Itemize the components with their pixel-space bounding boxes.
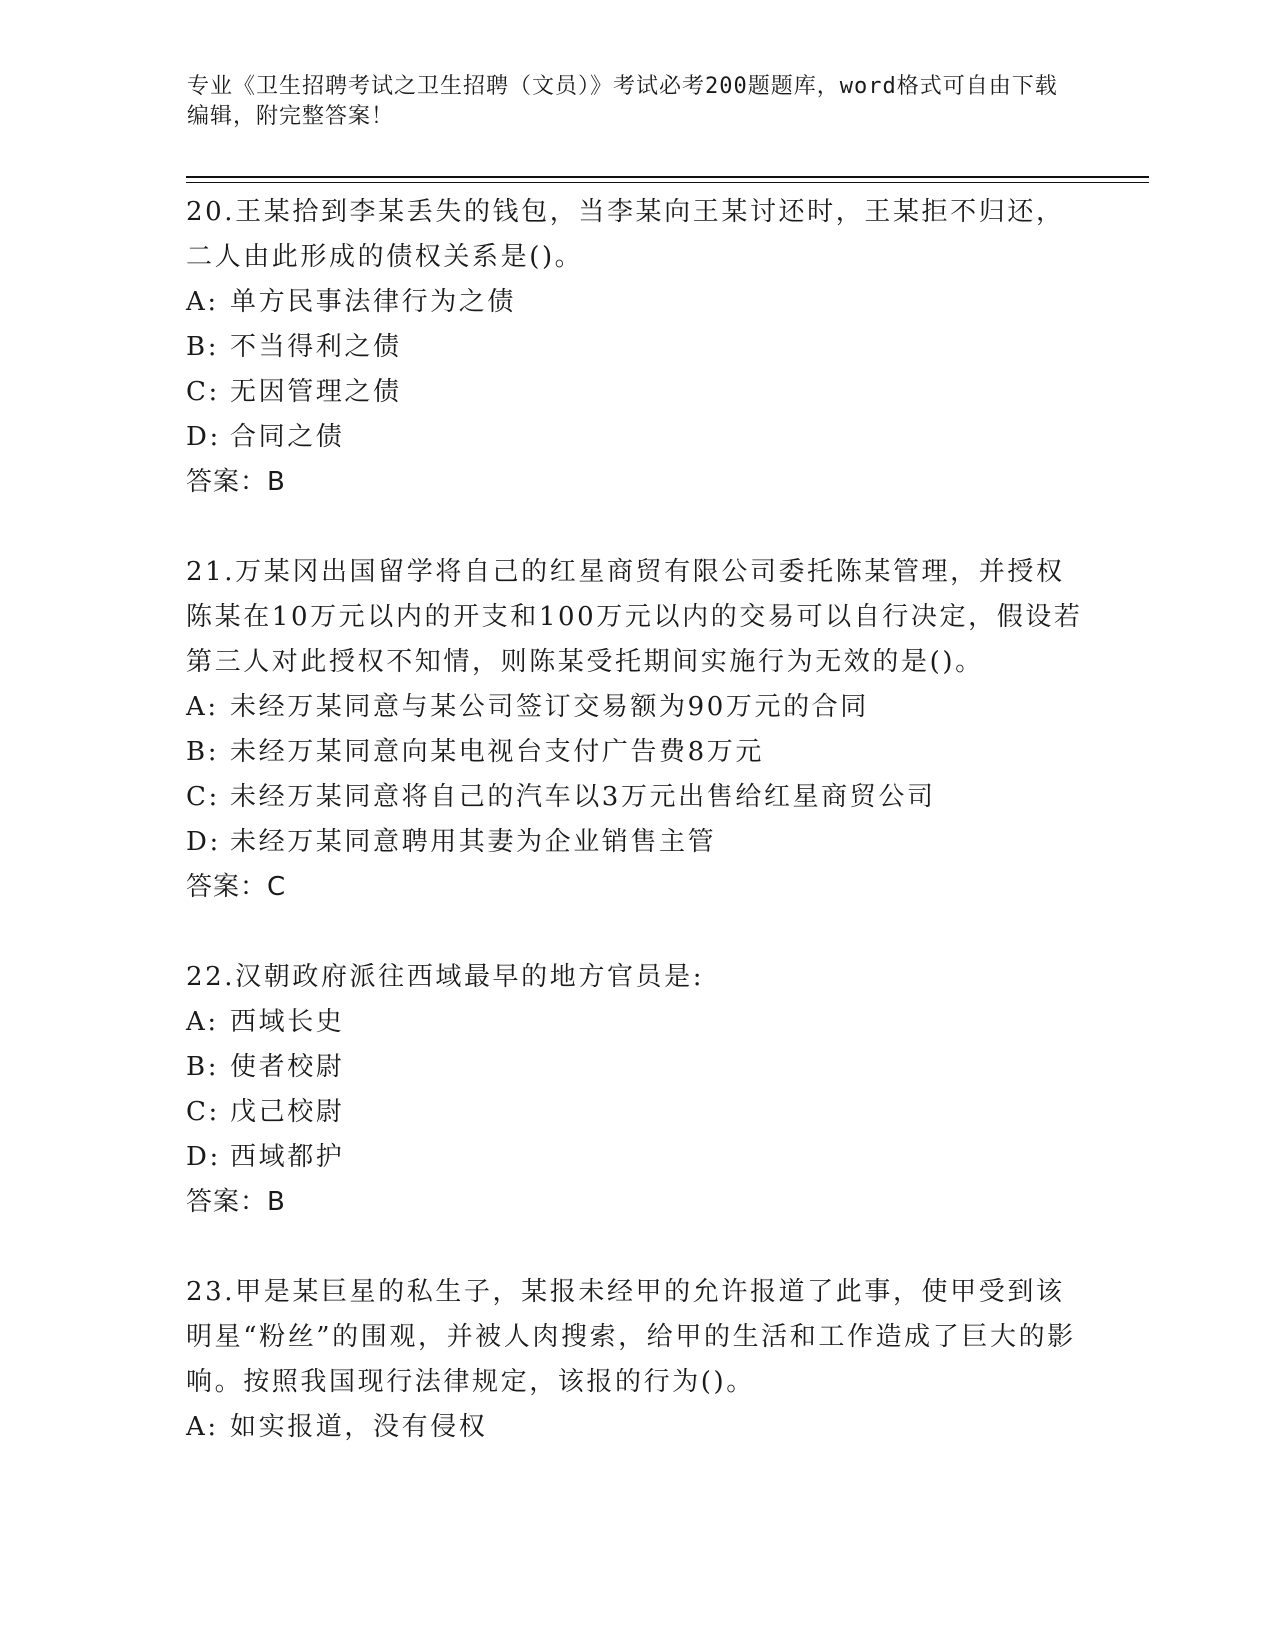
answer-line: 答案：C [186,872,287,902]
option-c [186,370,1086,415]
option-d [186,1135,1086,1180]
option-text: 戊己校尉 [230,1097,345,1127]
spacer [186,1225,1086,1270]
option-a [186,1000,1086,1045]
option-key: D: [186,422,221,452]
option-text: 无因管理之债 [230,377,402,407]
option-b [186,730,1086,775]
question-20 [186,190,1086,505]
option-b [186,325,1086,370]
option-d [186,415,1086,460]
option-key: C: [186,377,220,407]
question-stem: 23.甲是某巨星的私生子，某报未经甲的允许报道了此事，使甲受到该明星“粉丝”的围观，并被人肉搜索，给甲的生活和工作造成了巨大的影响。按照我国现行法律规定，该报的行为()。 [186,1277,1076,1397]
question-stem: 20.王某拾到李某丢失的钱包，当李某向王某讨还时，王某拒不归还，二人由此形成的债权关系是()。 [186,197,1065,272]
option-c [186,1090,1086,1135]
option-key: B: [186,737,220,767]
question-23 [186,1270,1086,1450]
option-a [186,280,1086,325]
option-text: 未经万某同意与某公司签订交易额为90万元的合同 [230,692,869,722]
option-key: B: [186,332,220,362]
option-a [186,1405,1086,1450]
option-d [186,820,1086,865]
option-key: C: [186,782,220,812]
option-key: A: [186,287,219,317]
question-stem: 21.万某冈出国留学将自己的红星商贸有限公司委托陈某管理，并授权陈某在10万元以内的开支和100万元以内的交易可以自行决定，假设若第三人对此授权不知情，则陈某受托期间实施行为无效的是()。 [186,557,1083,677]
option-text: 单方民事法律行为之债 [230,287,517,317]
option-text: 合同之债 [230,422,345,452]
option-key: D: [186,1142,221,1172]
option-a [186,685,1086,730]
option-key: A: [186,1412,219,1442]
answer-line: 答案：B [186,467,286,497]
question-list [186,190,1086,1450]
answer-line: 答案：B [186,1187,286,1217]
header-divider-thick [186,176,1149,178]
option-text: 使者校尉 [230,1052,345,1082]
option-text: 西域都护 [230,1142,345,1172]
option-key: A: [186,1007,219,1037]
option-text: 不当得利之债 [230,332,402,362]
option-c [186,775,1086,820]
option-text: 未经万某同意将自己的汽车以3万元出售给红星商贸公司 [230,782,936,812]
document-header: 专业《卫生招聘考试之卫生招聘（文员）》考试必考200题题库，word格式可自由下载编辑，附完整答案！ [187,74,1058,129]
option-key: D: [186,827,221,857]
option-key: B: [186,1052,220,1082]
spacer [186,910,1086,955]
option-text: 未经万某同意聘用其妻为企业销售主管 [230,827,717,857]
option-text: 西域长史 [230,1007,345,1037]
question-22 [186,955,1086,1225]
option-text: 未经万某同意向某电视台支付广告费8万元 [230,737,764,767]
header-divider-thin [186,182,1149,183]
question-21 [186,550,1086,910]
question-stem: 22.汉朝政府派往西域最早的地方官员是: [186,962,705,992]
spacer [186,505,1086,550]
option-b [186,1045,1086,1090]
option-key: A: [186,692,219,722]
option-text: 如实报道，没有侵权 [230,1412,488,1442]
option-key: C: [186,1097,220,1127]
